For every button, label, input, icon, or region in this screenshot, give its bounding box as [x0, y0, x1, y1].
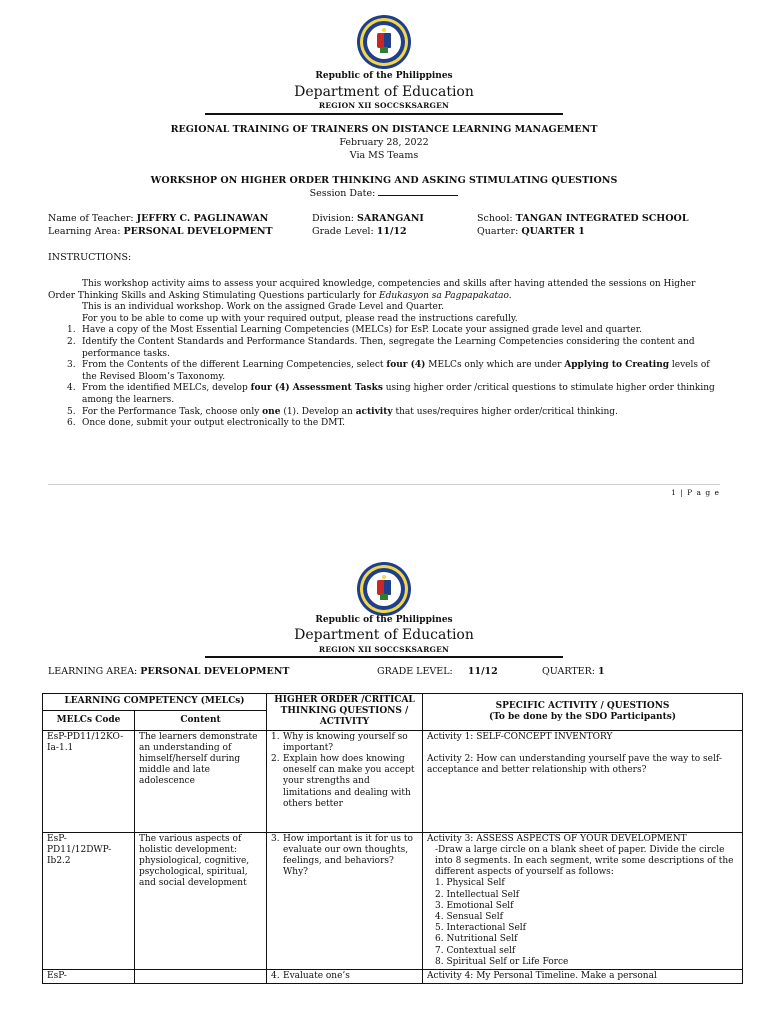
- learning-area-value: PERSONAL DEVELOPMENT: [140, 666, 290, 677]
- header-melc: LEARNING COMPETENCY (MELCs): [43, 694, 267, 711]
- division-field: Division: SARANGANI: [312, 213, 424, 224]
- question-item: 4. Evaluate one’s: [271, 971, 350, 982]
- table-row: [43, 832, 743, 969]
- question-cell: [267, 730, 423, 832]
- region-label: REGION XII SOCCSKSARGEN: [318, 101, 450, 110]
- list-item: 6. Nutritional Self: [435, 934, 518, 945]
- grade-level-value: 11/12: [467, 666, 498, 677]
- session-date-label: Session Date:: [309, 188, 376, 199]
- instruction-step: 6. Once done, submit your output electronically to the DMT.: [67, 418, 345, 429]
- document-page-2: [0, 555, 768, 1024]
- list-item: 4. Sensual Self: [435, 912, 503, 923]
- instruction-step: 2. Identify the Content Standards and Performance Standards. Then, segregate the Learning Competencies considering the content and performance tasks.: [67, 336, 695, 359]
- content-cell: [135, 970, 267, 984]
- list-item: 5. Interactional Self: [435, 923, 526, 934]
- deped-seal-icon: [356, 14, 412, 70]
- instruction-step: 1. Have a copy of the Most Essential Learning Competencies (MELCs) for EsP. Locate your assigned grade level and quarter.: [67, 325, 642, 336]
- quarter-field: Quarter: QUARTER 1: [477, 226, 585, 237]
- competency-table: [42, 693, 743, 984]
- activity-cell: Activity 3: ASSESS ASPECTS OF YOUR DEVELOPMENT -Draw a large circle on a blank sheet of paper. Divide the circle into 8 segments. In each segment, write some descriptions of the different aspects of yourself as follows: 1. Physical Self 2. Intellectual Self 3. Emotional Self 4. Sensual Self 5. Interactional Self 6. Nutritional Self 7. Contextual self 8. Spiritual Self or Life Force: [423, 832, 743, 969]
- list-item: 8. Spiritual Self or Life Force: [435, 956, 569, 967]
- document-page-1: [0, 0, 768, 510]
- grade-level-field: GRADE LEVEL: 11/12: [377, 666, 498, 677]
- question-item: 2. Explain how does knowing oneself can make you accept your strengths and limitations and dealing with others better: [271, 754, 415, 809]
- grade-level-value: 11/12: [376, 226, 407, 237]
- school-value: TANGAN INTEGRATED SCHOOL: [515, 213, 689, 224]
- department-label: Department of Education: [294, 627, 474, 643]
- table-row: [43, 730, 743, 832]
- instructions-line-3: For you to be able to come up with your required output, please read the instructions carefully.: [82, 313, 518, 324]
- header-rule: [205, 113, 563, 115]
- question-item: 1. Why is knowing yourself so important?: [271, 731, 408, 753]
- list-item: 1. Physical Self: [435, 878, 505, 889]
- training-title: REGIONAL TRAINING OF TRAINERS ON DISTANCE LEARNING MANAGEMENT: [170, 124, 598, 135]
- teacher-field: Name of Teacher: JEFFRY C. PAGLINAWAN: [48, 213, 269, 224]
- table-row: [43, 970, 743, 984]
- instruction-step: 3. From the Contents of the different Learning Competencies, select four (4) MELCs only which are under Applying to Creating levels of the Revised Bloom’s Taxonomy.: [67, 360, 710, 382]
- grade-level-field: Grade Level: 11/12: [312, 226, 407, 237]
- content-cell: The various aspects of holistic development: physiological, cognitive, psychological, spiritual, and social development: [135, 832, 267, 969]
- header-content: Content: [135, 710, 267, 730]
- quarter-field: QUARTER: 1: [542, 666, 605, 677]
- training-date: February 28, 2022: [339, 137, 429, 148]
- instructions-line-2: This is an individual workshop. Work on the assigned Grade Level and Quarter.: [82, 302, 445, 313]
- instruction-step: 5. For the Performance Task, choose only one (1). Develop an activity that uses/requires higher order/critical thinking.: [67, 406, 618, 417]
- instructions-intro: This workshop activity aims to assess your acquired knowledge, competencies and skills after having attended the sessions on Higher Order Thinking Skills and Asking Stimulating Questions particularly for Edukasyon sa Pagpapakatao.: [48, 279, 696, 301]
- quarter-value: 1: [598, 666, 605, 677]
- header-specific-activity: SPECIFIC ACTIVITY / QUESTIONS (To be done by the SDO Participants): [423, 694, 743, 731]
- learning-area-field: Learning Area: PERSONAL DEVELOPMENT: [48, 226, 273, 237]
- teacher-value: JEFFRY C. PAGLINAWAN: [136, 213, 269, 224]
- learning-area-field: LEARNING AREA: PERSONAL DEVELOPMENT: [48, 666, 290, 677]
- quarter-value: QUARTER 1: [521, 226, 585, 237]
- department-label: Department of Education: [294, 84, 474, 100]
- instruction-step: 4. From the identified MELCs, develop four (4) Assessment Tasks using higher order /critical questions to stimulate higher order thinking among the learners.: [67, 383, 715, 405]
- session-date-blank: [378, 194, 458, 196]
- page-number: 1 | P a g e: [671, 488, 720, 497]
- melc-code-cell: EsP-PD11/12KO-Ia-1.1: [43, 730, 135, 832]
- melc-code-cell: EsP-PD11/12DWP-Ib2.2: [43, 832, 135, 969]
- school-field: School: TANGAN INTEGRATED SCHOOL: [477, 213, 689, 224]
- training-venue: Via MS Teams: [349, 150, 419, 161]
- activity-cell: Activity 1: SELF-CONCEPT INVENTORY Activity 2: How can understanding yourself pave the way to self-acceptance and better relationship with others?: [423, 730, 743, 832]
- melc-code-cell: EsP-: [43, 970, 135, 984]
- activity-cell: Activity 4: My Personal Timeline. Make a personal: [423, 970, 743, 984]
- question-item: 3. How important is it for us to evaluate our own thoughts, feelings, and behaviors? Why?: [271, 833, 413, 878]
- division-value: SARANGANI: [357, 213, 424, 224]
- learning-area-value: PERSONAL DEVELOPMENT: [123, 226, 273, 237]
- deped-seal-icon: [356, 561, 412, 617]
- instruction-steps: [48, 325, 718, 429]
- page-gap: [0, 510, 768, 555]
- header-hots: HIGHER ORDER /CRITICAL THINKING QUESTIONS / ACTIVITY: [267, 694, 423, 731]
- footer-rule: [48, 484, 720, 485]
- table-header-row: [43, 694, 743, 711]
- republic-label: Republic of the Philippines: [315, 71, 453, 81]
- republic-label: Republic of the Philippines: [315, 615, 453, 625]
- header-rule: [205, 656, 563, 658]
- content-cell: The learners demonstrate an understanding of himself/herself during middle and late adolescence: [135, 730, 267, 832]
- list-item: 2. Intellectual Self: [435, 889, 520, 900]
- region-label: REGION XII SOCCSKSARGEN: [318, 645, 450, 654]
- instructions-body: [48, 279, 718, 430]
- header-melc-code: MELCs Code: [43, 710, 135, 730]
- workshop-title: WORKSHOP ON HIGHER ORDER THINKING AND ASKING STIMULATING QUESTIONS: [150, 175, 618, 186]
- question-cell: [267, 832, 423, 969]
- question-cell: [267, 970, 423, 984]
- instructions-heading: INSTRUCTIONS:: [48, 252, 132, 263]
- session-date-row: [0, 188, 768, 199]
- list-item: 7. Contextual self: [435, 945, 516, 956]
- list-item: 3. Emotional Self: [435, 900, 514, 911]
- aspect-list: [427, 878, 738, 968]
